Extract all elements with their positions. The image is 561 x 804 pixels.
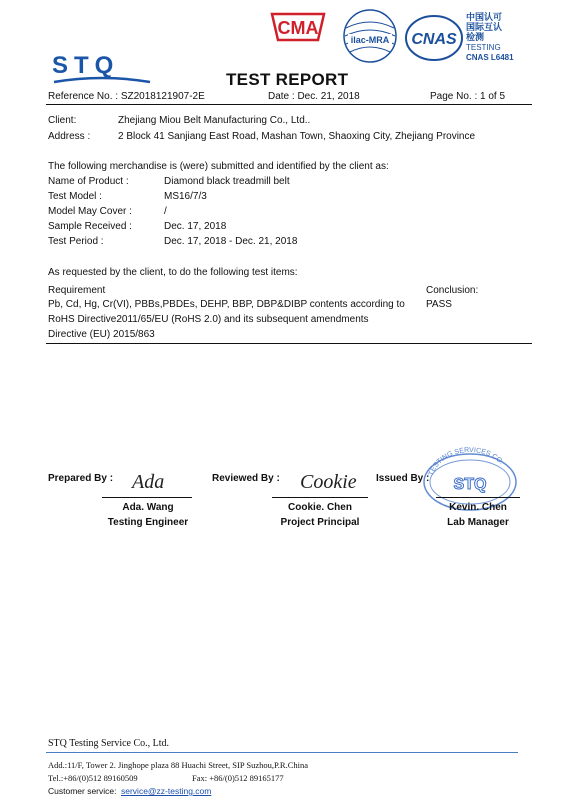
cnas-logo-icon <box>404 12 464 64</box>
issued-title: Lab Manager <box>447 517 509 528</box>
cma-logo <box>266 10 330 44</box>
cma-logo-icon <box>266 10 330 44</box>
reviewed-label: Reviewed By : <box>212 473 280 484</box>
client-label: Client: <box>48 115 77 126</box>
reviewed-title: Project Principal <box>280 517 360 528</box>
issued-signature-line <box>436 497 520 498</box>
reviewed-signature <box>296 466 366 496</box>
svg-text:TESTING SERVICES CO. <box>428 447 505 477</box>
test-model-label: Test Model : <box>48 191 102 202</box>
requirement-line-2: RoHS Directive2011/65/EU (RoHS 2.0) and its subsequent amendments <box>48 314 369 325</box>
requirement-line-1: Pb, Cd, Hg, Cr(VI), PBBs,PBDEs, DEHP, BBP, DBP&DIBP contents according to <box>48 299 405 310</box>
stamp-arc-text: TESTING SERVICES CO. <box>427 446 505 477</box>
tests-rule <box>46 343 532 344</box>
prepared-signature <box>128 466 188 496</box>
address-value: 2 Block 41 Sanjiang East Road, Mashan Town, Shaoxing City, Zhejiang Province <box>118 131 476 142</box>
conclusion-value: PASS <box>426 299 452 310</box>
sample-received-value: Dec. 17, 2018 <box>164 221 227 232</box>
cma-logo-text: CMA <box>277 18 319 38</box>
reviewed-signature-line <box>272 497 368 498</box>
prepared-signature-line <box>102 497 192 498</box>
ilac-logo-icon <box>342 8 398 64</box>
report-date: Date : Dec. 21, 2018 <box>268 91 360 102</box>
address-label: Address : <box>48 131 91 142</box>
cnas-testing: TESTING <box>466 43 501 52</box>
merchandise-intro: The following merchandise is (were) submitted and identified by the client as: <box>48 161 389 172</box>
stq-logo <box>52 50 152 86</box>
prepared-signature-text: Ada <box>132 471 165 493</box>
cnas-logo-text: CNAS <box>411 31 457 48</box>
conclusion-label: Conclusion: <box>426 285 479 296</box>
sample-received-label: Sample Received : <box>48 221 132 232</box>
footer-rule <box>46 752 518 753</box>
client-value: Zhejiang Miou Belt Manufacturing Co., Ltd.. <box>118 115 311 126</box>
ilac-logo-text: ilac-MRA <box>350 35 390 45</box>
test-period-label: Test Period : <box>48 236 104 247</box>
cnas-logo <box>404 10 534 66</box>
test-model-value: MS16/7/3 <box>164 191 207 202</box>
report-title: TEST REPORT <box>226 70 349 89</box>
reviewed-signature-text: Cookie <box>300 471 357 493</box>
cnas-cn-line-3: 检测 <box>466 32 485 42</box>
footer-address: Add.:11/F, Tower 2. Jinghope plaza 88 Huachi Street, SIP Suzhou,P.R.China <box>48 760 309 770</box>
stamp-logo-text: STQ <box>453 476 487 493</box>
product-name-value: Diamond black treadmill belt <box>164 176 290 187</box>
prepared-title: Testing Engineer <box>107 517 189 528</box>
stq-logo-text: STQ <box>52 52 120 79</box>
reviewed-name: Cookie. Chen <box>288 502 352 513</box>
model-cover-label: Model May Cover : <box>48 206 132 217</box>
product-name-label: Name of Product : <box>48 176 129 187</box>
requirement-line-3: Directive (EU) 2015/863 <box>48 329 155 340</box>
tests-intro: As requested by the client, to do the following test items: <box>48 267 298 278</box>
test-period-value: Dec. 17, 2018 - Dec. 21, 2018 <box>164 236 298 247</box>
footer-company: STQ Testing Service Co., Ltd. <box>48 738 170 749</box>
requirement-label: Requirement <box>48 285 106 296</box>
prepared-label: Prepared By : <box>48 473 114 484</box>
header-rule <box>46 104 532 105</box>
footer-fax: Fax: +86/(0)512 89165177 <box>192 773 284 783</box>
footer-service-email-link[interactable]: service@zz-testing.com <box>121 786 212 796</box>
footer-service-label: Customer service: <box>48 786 117 796</box>
cnas-cn-line-2: 国际互认 <box>466 22 503 32</box>
page-number: Page No. : 1 of 5 <box>430 91 506 102</box>
cnas-cn-line-1: 中国认可 <box>466 12 503 22</box>
stq-logo-swoosh-icon <box>52 76 152 88</box>
footer-tel: Tel.:+86/(0)512 89160509 <box>48 773 138 783</box>
model-cover-value: / <box>164 206 167 217</box>
issued-label: Issued By : <box>376 473 430 484</box>
issued-name: Kevin. Chen <box>449 502 507 513</box>
cnas-code: CNAS L6481 <box>466 53 514 62</box>
prepared-name: Ada. Wang <box>122 502 174 513</box>
ilac-logo <box>342 8 398 64</box>
reference-number: Reference No. : SZ2018121907-2E <box>48 91 205 102</box>
